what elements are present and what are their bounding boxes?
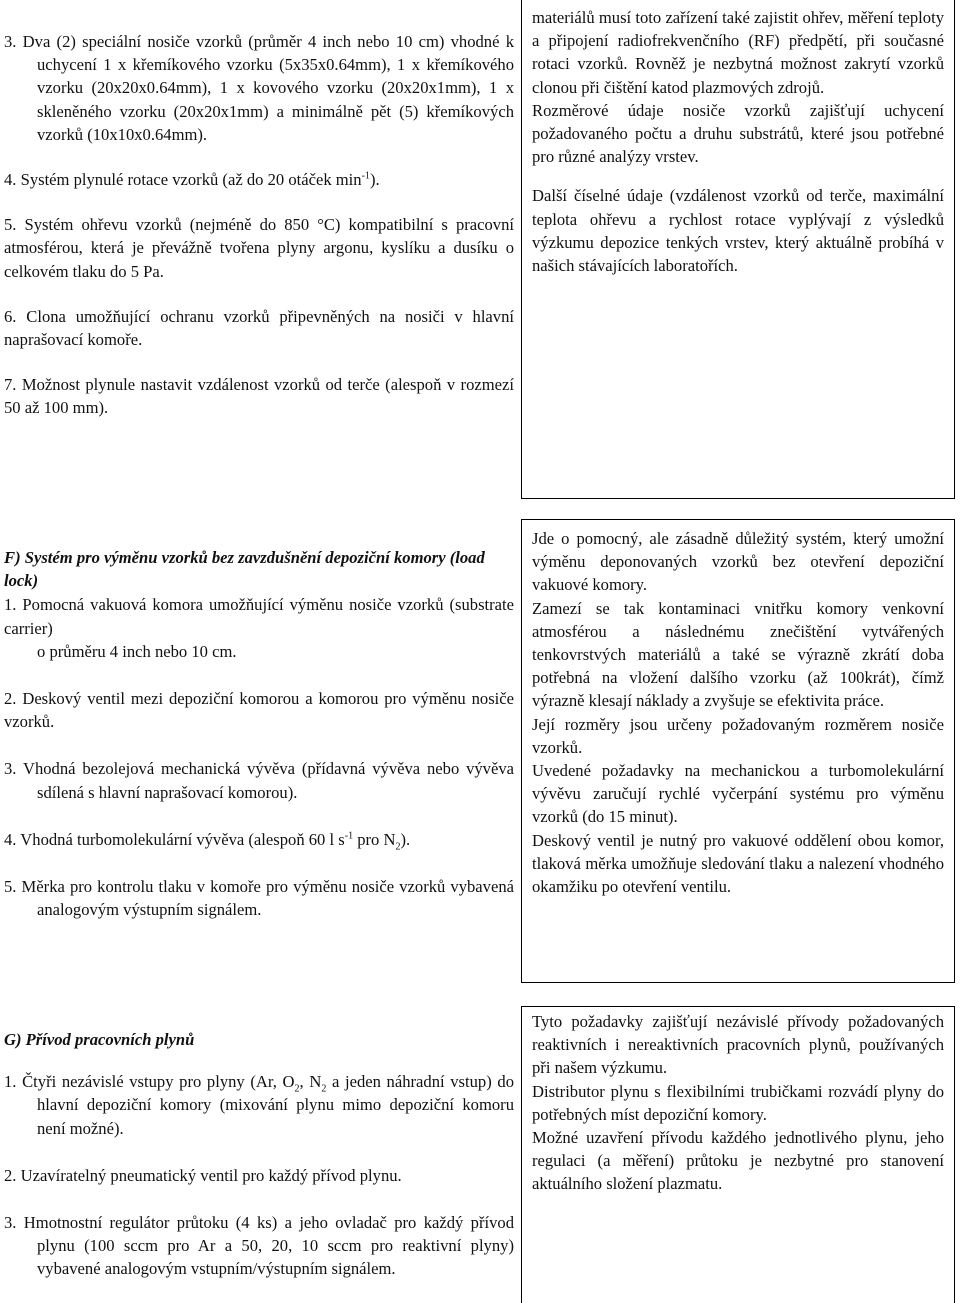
justification-e-para-2: Rozměrové údaje nosiče vzorků zajišťují uchycení požadovaného počtu a druhu substrátů, které jsou potřebné pro různé analýzy vrstev.: [532, 100, 944, 167]
justification-g-para-1: Tyto požadavky zajišťují nezávislé přívody požadovaných reaktivních i nereaktivních pracovních plynů, používaných při našem výzkumu.: [532, 1012, 944, 1078]
requirement-f-item-1: [4, 593, 514, 663]
requirement-item-3: 3. Dva (2) speciální nosiče vzorků (průměr 4 inch nebo 10 cm) vhodné k uchycení 1 x křemíkového vzorku (5x35x0.64mm), 1 x křemíkového vzorku (20x20x0.64mm), 1 x kovového vzorku (20x20x1mm), 1 x skleněného vzorku (20x20x1mm) a minimálně pět (5) křemíkových vzorků (10x10x0.64mm).: [4, 32, 514, 144]
section-f-left-column: [4, 546, 514, 921]
requirement-item-4-text: 4. Systém plynulé rotace vzorků (až do 20 otáček min: [4, 170, 362, 190]
section-g-heading: G) Přívod pracovních plynů: [4, 1030, 195, 1049]
requirement-g-item-1: [4, 1070, 514, 1140]
requirement-f-item-4: [4, 828, 514, 851]
requirement-g-item-1-sub2: 2: [321, 1083, 327, 1095]
requirement-item-5: 5. Systém ohřevu vzorků (nejméně do 850 °C) kompatibilní s pracovní atmosférou, která je převážně tvořena plyny argonu, kyslíku a dusíku o celkovém tlaku do 5 Pa.: [4, 215, 514, 281]
requirement-f-item-1-cont: o průměru 4 inch nebo 10 cm.: [37, 641, 237, 661]
requirement-f-item-2: 2. Deskový ventil mezi depoziční komorou a komorou pro výměnu nosiče vzorků.: [4, 689, 514, 732]
requirement-f-item-4-mid: pro N: [353, 829, 396, 849]
section-f-justification-box: [521, 519, 955, 983]
section-g-left-column: [4, 1028, 514, 1281]
requirement-f-item-4-end: ).: [400, 829, 411, 849]
section-f-heading: F) Systém pro výměnu vzorků bez zavzdušnění depoziční komory (load lock): [4, 548, 485, 591]
requirement-f-item-1-text: 1. Pomocná vakuová komora umožňující výměnu nosiče vzorků (substrate carrier): [4, 595, 514, 638]
requirement-g-item-1-sub1: 2: [294, 1083, 300, 1095]
justification-f-para-2: Zamezí se tak kontaminaci vnitřku komory venkovní atmosférou a následnému znečištění vytvářených tenkovrstvých materiálů a také se výrazně zkrátí doba potřebná na vložení dalšího vzorku (až 100krát), čímž výrazně klesají náklady a zvyšuje se efektivita práce.: [532, 598, 944, 711]
section-e-left-column: [4, 30, 514, 420]
requirement-g-item-2: 2. Uzavíratelný pneumatický ventil pro každý přívod plynu.: [4, 1165, 402, 1185]
requirement-g-item-3: 3. Hmotnostní regulátor průtoku (4 ks) a jeho ovladač pro každý přívod plynu (100 sccm pro Ar a 50, 20, 10 sccm pro reaktivní plyny) vybavené analogovým vstupním/výstupním signálem.: [4, 1213, 514, 1279]
requirement-item-4: [4, 168, 514, 191]
requirement-g-item-1-a: 1. Čtyři nezávislé vstupy pro plyny (Ar, O: [4, 1072, 295, 1092]
requirement-item-4-end: ).: [369, 170, 380, 190]
justification-f-para-4: Uvedené požadavky na mechanickou a turbomolekulární vývěvu zaručují rychlé vyčerpání systému pro výměnu vzorků (do 15 minut).: [532, 761, 944, 827]
requirement-f-item-5: 5. Měrka pro kontrolu tlaku v komoře pro výměnu nosiče vzorků vybavená analogovým výstupním signálem.: [4, 877, 514, 920]
requirement-g-item-1-c: a jeden náhradní vstup) do hlavní depoziční komory (mixování plynu mimo depoziční komoru není možné).: [37, 1072, 514, 1138]
requirement-item-6: 6. Clona umožňující ochranu vzorků připevněných na nosiči v hlavní naprašovací komoře.: [4, 306, 514, 350]
requirement-f-item-4-sub: 2: [395, 841, 401, 853]
justification-e-para-3: Další číselné údaje (vzdálenost vzorků od terče, maximální teplota ohřevu a rychlost rotace vyplývají z výsledků výzkumu depozice tenkých vrstev, který aktuálně probíhá v našich stávajících laboratořích.: [532, 186, 944, 276]
requirement-item-7: 7. Možnost plynule nastavit vzdálenost vzorků od terče (alespoň v rozmezí 50 až 100 mm).: [4, 375, 514, 418]
requirement-f-item-3: 3. Vhodná bezolejová mechanická vývěva (přídavná vývěva nebo vývěva sdílená s hlavní naprašovací komorou).: [4, 759, 514, 802]
justification-e-para-1: materiálů musí toto zařízení také zajistit ohřev, měření teploty a připojení radiofrekvenčního (RF) předpětí, při současné rotaci vzorků. Rovněž je nezbytná možnost zakrytí vzorků clonou při čištění katod plazmových zdrojů.: [532, 8, 944, 97]
requirement-item-4-sup: -1: [361, 170, 370, 182]
justification-g-para-3: Možné uzavření přívodu každého jednotlivého plynu, jeho regulaci (a měření) průtoku je nezbytné pro stanovení aktuálního složení plazmatu.: [532, 1128, 944, 1194]
justification-f-para-1: Jde o pomocný, ale zásadně důležitý systém, který umožní výměnu deponovaných vzorků bez otevření depoziční vakuové komory.: [532, 529, 944, 595]
requirement-f-item-4-text: 4. Vhodná turbomolekulární vývěva (alespoň 60 l s: [4, 829, 345, 849]
section-e-justification-box: [521, 0, 955, 499]
justification-f-para-5: Deskový ventil je nutný pro vakuové oddělení obou komor, tlaková měrka umožňuje sledování tlaku a nalezení vhodného okamžiku po otevření ventilu.: [532, 830, 944, 897]
justification-f-para-3: Její rozměry jsou určeny požadovaným rozměrem nosiče vzorků.: [532, 714, 944, 757]
requirement-g-item-1-b: , N: [299, 1072, 322, 1092]
justification-g-para-2: Distributor plynu s flexibilními trubičkami rozvádí plyny do potřebných míst depoziční komory.: [532, 1081, 944, 1124]
requirement-f-item-4-sup: -1: [344, 830, 354, 842]
section-g-justification-box: [521, 1006, 955, 1303]
